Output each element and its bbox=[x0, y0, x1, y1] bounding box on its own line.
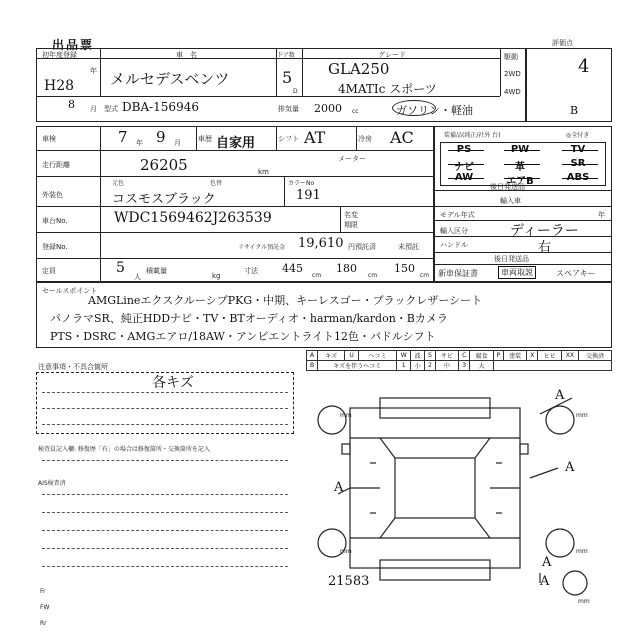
capacity-value: 5 bbox=[116, 260, 125, 276]
grade-label: グレード bbox=[378, 51, 406, 59]
usage-label: 車歴 bbox=[198, 135, 212, 143]
mm-label-2: mm bbox=[576, 412, 588, 419]
load-label: 積載量 bbox=[146, 267, 167, 275]
registration-label: 登録No. bbox=[42, 243, 68, 251]
wheel-front-right bbox=[546, 406, 574, 434]
equip-airbag: エアB bbox=[506, 176, 534, 187]
fuel-value: ガソリン・軽油 bbox=[396, 104, 473, 117]
wheel-rear-right bbox=[546, 529, 574, 557]
inspection-month-unit: 月 bbox=[174, 139, 181, 147]
inspector-note-label: 検査員記入欄: 修復歴「有」の場合は修復箇所・交換箇所を記入 bbox=[38, 446, 210, 453]
legend-w-desc: 波 bbox=[411, 351, 425, 361]
ac-label: 冷房 bbox=[358, 135, 372, 143]
dim-unit-2: cm bbox=[368, 272, 378, 279]
equip-ps: PS bbox=[456, 144, 472, 155]
page-title: 出品票 bbox=[52, 38, 95, 52]
model-value: DBA-156946 bbox=[122, 100, 199, 114]
recycle-value: 19,610 bbox=[298, 236, 344, 251]
car-name: メルセデスベンツ bbox=[110, 70, 230, 88]
shift-value: AT bbox=[304, 128, 326, 147]
legend-s: S bbox=[425, 351, 436, 361]
equip-navi: ナビ bbox=[454, 162, 474, 173]
displacement-label: 排気量 bbox=[278, 105, 299, 113]
drive-label: 駆動 bbox=[504, 53, 518, 61]
color-no-value: 191 bbox=[296, 188, 321, 203]
rating-value: 4 bbox=[578, 56, 590, 77]
inspection-month: 9 bbox=[156, 128, 166, 146]
equip-extra: ◎全付き bbox=[566, 132, 590, 139]
recycle-label: リサイクル預託金 bbox=[238, 244, 286, 251]
import-category-label: 輸入区分 bbox=[440, 227, 468, 235]
height-value: 150 bbox=[394, 262, 415, 275]
dims-label: 寸法 bbox=[244, 267, 258, 275]
legend-a-desc: キズ bbox=[318, 351, 345, 361]
mileage-value: 26205 bbox=[140, 156, 188, 174]
doors-label: ドア数 bbox=[277, 52, 295, 59]
import-label: 輸入車 bbox=[500, 197, 521, 205]
damage-legend bbox=[306, 350, 612, 371]
sales-point-line-2: パノラマSR、純正HDDナビ・TV・BTオーディオ・harman/kardon・Bカメラ bbox=[50, 312, 448, 325]
fuel-circle bbox=[392, 100, 436, 116]
legend-u-desc: ヘコミ bbox=[358, 351, 396, 361]
spare-key: スペアキー bbox=[556, 269, 596, 278]
inspection-label: 車検 bbox=[42, 135, 56, 143]
damage-mark-1: A bbox=[555, 388, 565, 403]
first-reg-label: 初年度登録 bbox=[42, 51, 77, 59]
doors-unit: D bbox=[293, 88, 298, 95]
equip-abs: ABS bbox=[566, 172, 590, 183]
legend-1: 1 bbox=[397, 361, 411, 371]
wheel-spare bbox=[563, 571, 587, 595]
equip-leather: 革 bbox=[515, 162, 525, 173]
drive-2wd: 2WD bbox=[504, 70, 521, 78]
sales-point-line-1: AMGLineエクスクルーシブPKG・中期、キーレスゴー・ブラックレザーシート bbox=[88, 294, 483, 307]
legend-p: P bbox=[493, 351, 503, 361]
equip-aw: AW bbox=[454, 172, 474, 183]
car-diagram bbox=[310, 378, 610, 628]
fw-label: FW bbox=[40, 604, 50, 611]
legend-p-desc: 塗装 bbox=[503, 351, 526, 361]
mm-label-5: mm bbox=[578, 598, 590, 605]
wheel-front-left bbox=[318, 406, 346, 434]
chassis-value: WDC1569462J263539 bbox=[114, 210, 272, 226]
legend-xx: XX bbox=[561, 351, 578, 361]
manual-label: 車両取説 bbox=[498, 266, 536, 279]
legend-c: C bbox=[459, 351, 470, 361]
month-unit: 月 bbox=[90, 105, 97, 113]
color-value: コスモスブラック bbox=[112, 192, 216, 207]
legend-w: W bbox=[397, 351, 411, 361]
rr-label: Rr bbox=[40, 620, 47, 627]
notes-label: 注意事項・不具合箇所 bbox=[38, 363, 108, 371]
legend-s-desc: サビ bbox=[435, 351, 458, 361]
legend-a: A bbox=[307, 351, 318, 361]
equip-tv: TV bbox=[570, 144, 586, 155]
mileage-unit: km bbox=[258, 168, 269, 176]
legend-2: 2 bbox=[425, 361, 436, 371]
dealer-label: 後日発送品 bbox=[490, 183, 525, 191]
year-unit: 年 bbox=[90, 67, 97, 75]
roof-panel bbox=[395, 458, 475, 518]
dim-unit-1: cm bbox=[312, 272, 322, 279]
model-year-label: モデル年式 bbox=[440, 211, 475, 219]
model-year-unit: 年 bbox=[598, 211, 605, 219]
doors-value: 5 bbox=[282, 68, 293, 87]
inspection-year-unit: 年 bbox=[136, 139, 143, 147]
first-reg-month: 8 bbox=[68, 98, 75, 111]
handle-value: 右 bbox=[538, 240, 552, 255]
dim-unit-3: cm bbox=[420, 272, 430, 279]
capacity-label: 定員 bbox=[42, 267, 56, 275]
car-name-label: 車 名 bbox=[176, 51, 197, 59]
load-unit: kg bbox=[212, 272, 221, 280]
legend-3-desc: 大 bbox=[470, 361, 493, 371]
handle-label: ハンドル bbox=[440, 241, 468, 249]
unpaid-label: 未預託 bbox=[398, 243, 419, 251]
rating-label: 評価点 bbox=[552, 39, 573, 47]
sales-point-line-3: PTS・DSRC・AMGエアロ/18AW・アンビエントライト12色・パドルシフト bbox=[50, 330, 436, 343]
width-value: 180 bbox=[336, 262, 357, 275]
ac-value: AC bbox=[390, 128, 414, 147]
inspection-year: 7 bbox=[118, 128, 128, 146]
legend-1-desc: 小 bbox=[411, 361, 425, 371]
legend-c-desc: 腐食 bbox=[470, 351, 493, 361]
legend-3: 3 bbox=[459, 361, 470, 371]
color-no-label: カラーNo bbox=[288, 180, 315, 187]
legend-u: U bbox=[345, 351, 359, 361]
rear-bumper bbox=[380, 560, 490, 580]
mm-label-4: mm bbox=[576, 548, 588, 555]
color-label: 外装色 bbox=[42, 191, 63, 199]
drive-4wd: 4WD bbox=[504, 88, 521, 96]
displacement-value: 2000 bbox=[314, 102, 342, 115]
notes-value: 各キズ bbox=[152, 375, 194, 391]
fr-label: Fr bbox=[40, 588, 46, 595]
grade-line1: GLA250 bbox=[328, 60, 390, 78]
damage-mark-3: A bbox=[334, 480, 344, 495]
ais-label: AIS検査済 bbox=[38, 480, 66, 487]
damage-mark-2: A bbox=[565, 460, 575, 475]
grade-line2: 4MATIc スポーツ bbox=[338, 82, 437, 96]
name-change-label: 名変 bbox=[344, 211, 358, 219]
document-number: 21583 bbox=[328, 574, 370, 589]
first-reg-year: H28 bbox=[44, 78, 75, 94]
shipping-label: 後日発送品 bbox=[494, 255, 529, 263]
meter-label: メーター bbox=[338, 155, 366, 163]
legend-b: B bbox=[307, 361, 318, 371]
legend-2-desc: 中 bbox=[435, 361, 458, 371]
equip-pw: PW bbox=[510, 144, 530, 155]
orig-color-label: 元色 bbox=[112, 180, 125, 187]
damage-mark-4: A bbox=[542, 555, 552, 570]
model-label: 型式 bbox=[104, 105, 118, 113]
mm-label-3: mm bbox=[340, 548, 352, 555]
legend-b-desc: キズを伴うヘコミ bbox=[318, 361, 397, 371]
rating-frame bbox=[526, 48, 612, 122]
mm-label-1: mm bbox=[340, 412, 352, 419]
import-category-value: ディーラー bbox=[510, 223, 579, 239]
damage-mark-5: A bbox=[540, 574, 550, 589]
length-value: 445 bbox=[282, 262, 303, 275]
legend-xx-desc: 交換済 bbox=[579, 351, 612, 361]
equip-label: 装備品(純正/社外 台) bbox=[444, 132, 501, 139]
color-change-label: 色替 bbox=[210, 180, 223, 187]
usage-value: 自家用 bbox=[216, 136, 256, 151]
legend-x-desc: ヒビ bbox=[538, 351, 561, 361]
shift-label: シフト bbox=[278, 135, 299, 143]
deadline-label: 期限 bbox=[344, 221, 358, 229]
mileage-label: 走行距離 bbox=[42, 161, 70, 169]
recycle-unit: 円預託済 bbox=[348, 243, 376, 251]
new-car-warranty: 新車保証書 bbox=[438, 269, 478, 278]
capacity-unit: 人 bbox=[134, 273, 141, 281]
chassis-label: 車台No. bbox=[42, 217, 68, 225]
sales-points-label: セールスポイント bbox=[42, 287, 98, 295]
rating-sub: B bbox=[570, 104, 579, 117]
equip-sr: SR bbox=[570, 158, 586, 169]
displacement-unit: cc bbox=[352, 108, 359, 115]
legend-x: X bbox=[527, 351, 538, 361]
